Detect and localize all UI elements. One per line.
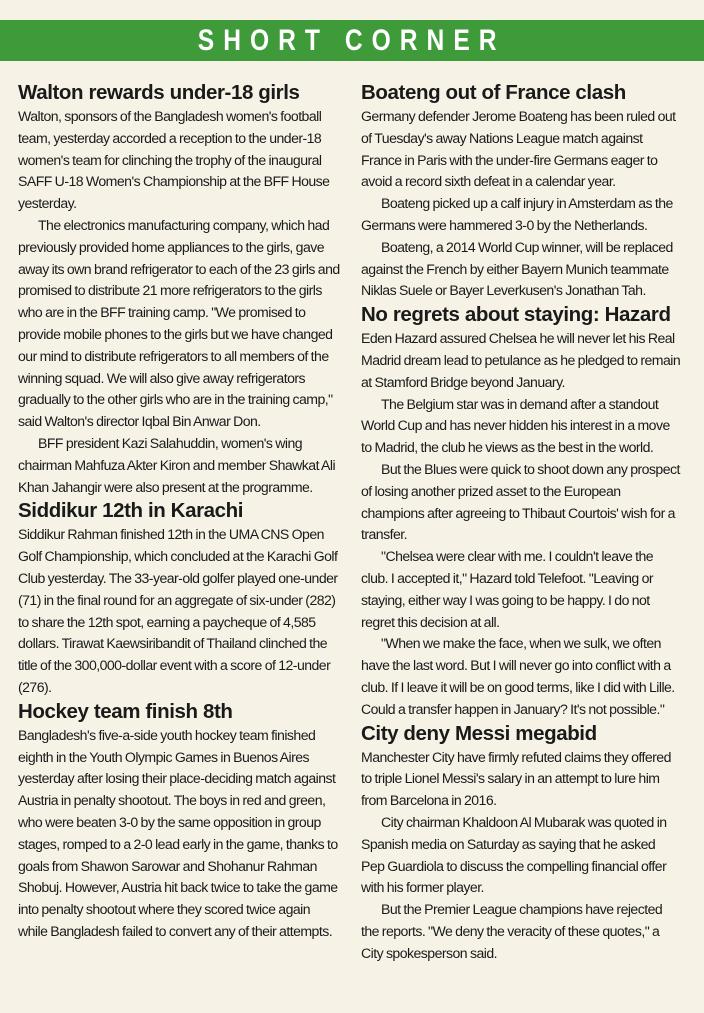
story-paragraph: BFF president Kazi Salahuddin, women's wing chairman Mahfuza Akter Kiron and member Shawkat Ali Khan Jahangir were also present at the programme. [18,434,336,495]
story-siddikur [18,498,340,698]
story-paragraph: Boateng, a 2014 World Cup winner, will be replaced against the French by either Bayern Munich teammate Niklas Suele or Bayer Leverkusen's Jonathan Tah. [361,238,673,299]
story-paragraph: But the Blues were quick to shoot down any prospect of losing another prized asset to the European champions after agreeing to Thibaut Courtois' wish for a transfer. [361,460,680,543]
story-paragraph: Boateng picked up a calf injury in Amsterdam as the Germans were hammered 3-0 by the Netherlands. [361,195,673,233]
story-paragraph: Eden Hazard assured Chelsea he will never let his Real Madrid dream lead to petulance as he pledged to remain at Stamford Bridge beyond January. [361,330,681,390]
story-paragraph: Manchester City have firmly refuted claims they offered to triple Lionel Messi's salary in an attempt to lure him from Barcelona in 2016. [361,748,671,809]
story-paragraph: Siddikur Rahman finished 12th in the UMA CNS Open Golf Championship, which concluded at the Karachi Golf Club yesterday. The 33-year-old golfer played one-under (71) in the final round for an aggregate of six-under (282) to share the 12th spot, earning a paycheque of 4,585 dollars. Tirawat Kaewsiribandit of Thailand clinched the title of the 300,000-dollar event with a score of 12-under (276). [18,526,338,695]
story-headline: Siddikur 12th in Karachi [18,499,244,523]
story-hazard [361,302,681,720]
story-paragraph: The electronics manufacturing company, which had previously provided home appliances to the girls, gave away its own brand refrigerator to each of the 23 girls and promised to distribute 21 more refrigerators to the girls who are in the BFF training camp. "We promised to provide mobile phones to the girls but we have changed our mind to distribute refrigerators to all members of the winning squad. We will also give away refrigerators gradually to the other girls who are in the training camp," said Walton's director Iqbal Bin Anwar Don. [18,216,340,430]
story-city [361,721,681,965]
story-headline: Walton rewards under-18 girls [18,81,300,104]
story-hockey [18,699,340,943]
right-column [361,80,681,964]
story-paragraph: Walton, sponsors of the Bangladesh women's football team, yesterday accorded a reception to the under-18 women's team for clinching the trophy of the inaugural SAFF U-18 Women's Championship at the BFF House yesterday. [18,108,330,212]
story-paragraph: "When we make the face, when we sulk, we often have the last word. But I will never go into conflict with a club. If I leave it will be on good terms, like I did with Lille. Could a transfer happen in January? It's not possible." [361,635,675,717]
section-banner [0,20,704,61]
story-paragraph: The Belgium star was in demand after a standout World Cup and has never hidden his interest in a move to Madrid, the club he views as the best in the world. [361,395,670,456]
story-paragraph: Germany defender Jerome Boateng has been ruled out of Tuesday's away Nations League match against France in Paris with the under-fire Germans eager to avoid a record sixth defeat in a calendar year. [361,108,676,190]
story-headline: No regrets about staying: Hazard [361,303,671,327]
story-paragraph: City chairman Khaldoon Al Mubarak was quoted in Spanish media on Saturday as saying that he asked Pep Guardiola to discuss the compelling financial offer with his former player. [361,813,667,896]
story-headline: Boateng out of France clash [361,81,626,104]
story-paragraph: But the Premier League champions have rejected the reports. "We deny the veracity of these quotes," a City spokesperson said. [361,901,663,961]
story-headline: Hockey team finish 8th [18,699,233,723]
story-paragraph: "Chelsea were clear with me. I couldn't leave the club. I accepted it," Hazard told Telefoot. "Leaving or staying, either way I was going to be happy. I do not regret this decision at all. [361,548,654,630]
story-boateng [361,80,681,302]
story-paragraph: Bangladesh's five-a-side youth hockey team finished eighth in the Youth Olympic Games in Buenos Aires yesterday after losing their place-deciding match against Austria in penalty shootout. The boys in red and green, who were beaten 3-0 by the same opposition in group stages, romped to a 2-0 lead early in the game, thanks to goals from Shawon Sarowar and Shohanur Rahman Shobuj. However, Austria hit back twice to take the game into penalty shootout where they scored twice again while Bangladesh failed to convert any of their attempts. [18,726,338,939]
story-headline: City deny Messi megabid [361,721,597,745]
section-title: SHORT CORNER [198,23,506,57]
story-walton [18,80,340,498]
left-column [18,80,340,943]
